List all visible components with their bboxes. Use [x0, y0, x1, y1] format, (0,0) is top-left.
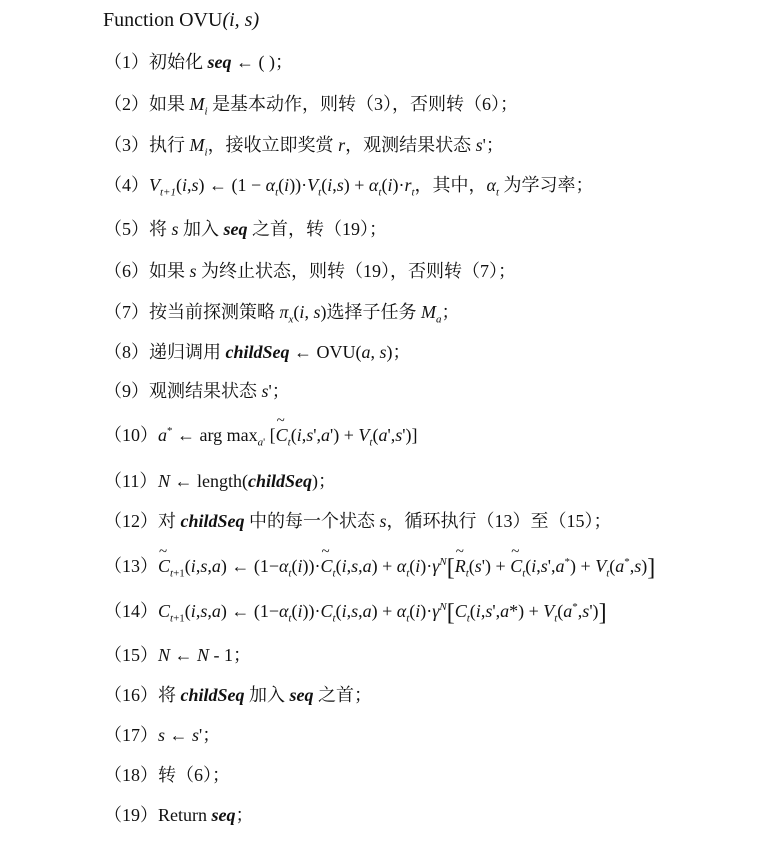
step-19: （19）Return seq；: [104, 805, 254, 825]
step-12: （12）对 childSeq 中的每一个状态 s，循环执行（13）至（15）；: [104, 511, 612, 531]
step-15: （15）N ← N - 1；: [104, 645, 252, 665]
step-2: （2）如果 $M_i$ 是基本动作，则转（3），否则转（6）；: [104, 94, 519, 118]
step-5: （5）将 s 加入 seq 之首，转（19）；: [104, 219, 388, 239]
step-9: （9）观测结果状态 s'；: [104, 381, 290, 401]
step-14: $(14)C_{t+1}(i,s,a)$ ← $(1-\alpha_t(i))\cdot C_t(i,s,a) + \alpha_t(i)\cdot\gamma^N[C_t(i,s',a*) + V_t(a^*,s')]$: [104, 600, 607, 626]
step-17: （17）s ← s'；: [104, 725, 221, 745]
step-6: （6）如果 s 为终止状态，则转（19），否则转（7）；: [104, 261, 517, 281]
step-10: （10）a* ← arg $\max_{a'}$ [~ $C_t(i,s',a') + V_t(a',s')$]: [104, 426, 417, 449]
function-name: Function OVU: [103, 9, 223, 31]
step-8: （8）递归调用 childSeq ← OVU(a, s)；: [104, 342, 411, 362]
step-18: （18）转（6）；: [104, 765, 230, 785]
function-title: [103, 9, 259, 32]
step-4: $(4)V_{t+1}(i,s)$ ← $(1 - \alpha_t(i))\cdot V_t(i,s) + \alpha_t(i)\cdot r_t$，其中，$\alpha_t$ 为学习率；: [104, 175, 594, 199]
step-11: （11）N ← length(childSeq)；: [104, 471, 337, 491]
step-16: （16）将 childSeq 加入 seq 之首；: [104, 685, 373, 705]
step-13: （13）~ $C_{t+1}(i,s,a)$ ← $(1-\alpha_t(i))\cdot\sim$ $C_t(i,s,a)$ + $\alpha_t(i)\cdot\gamma^N[\sim$ $R_t(s')$ + ~ $C_t(i,s',a^*) + V_t(a^*,s)$]: [104, 556, 655, 580]
function-args: (i, s): [222, 9, 260, 31]
step-3: （3）执行 $M_i$，接收立即奖赏 r，观测结果状态 s'；: [104, 135, 504, 159]
step-7: （7）按当前探测策略 $\pi_x(i$, s)选择子任务 $M_a$；: [104, 302, 460, 326]
step-1: （1）初始化 seq ← ( )；: [104, 52, 293, 72]
